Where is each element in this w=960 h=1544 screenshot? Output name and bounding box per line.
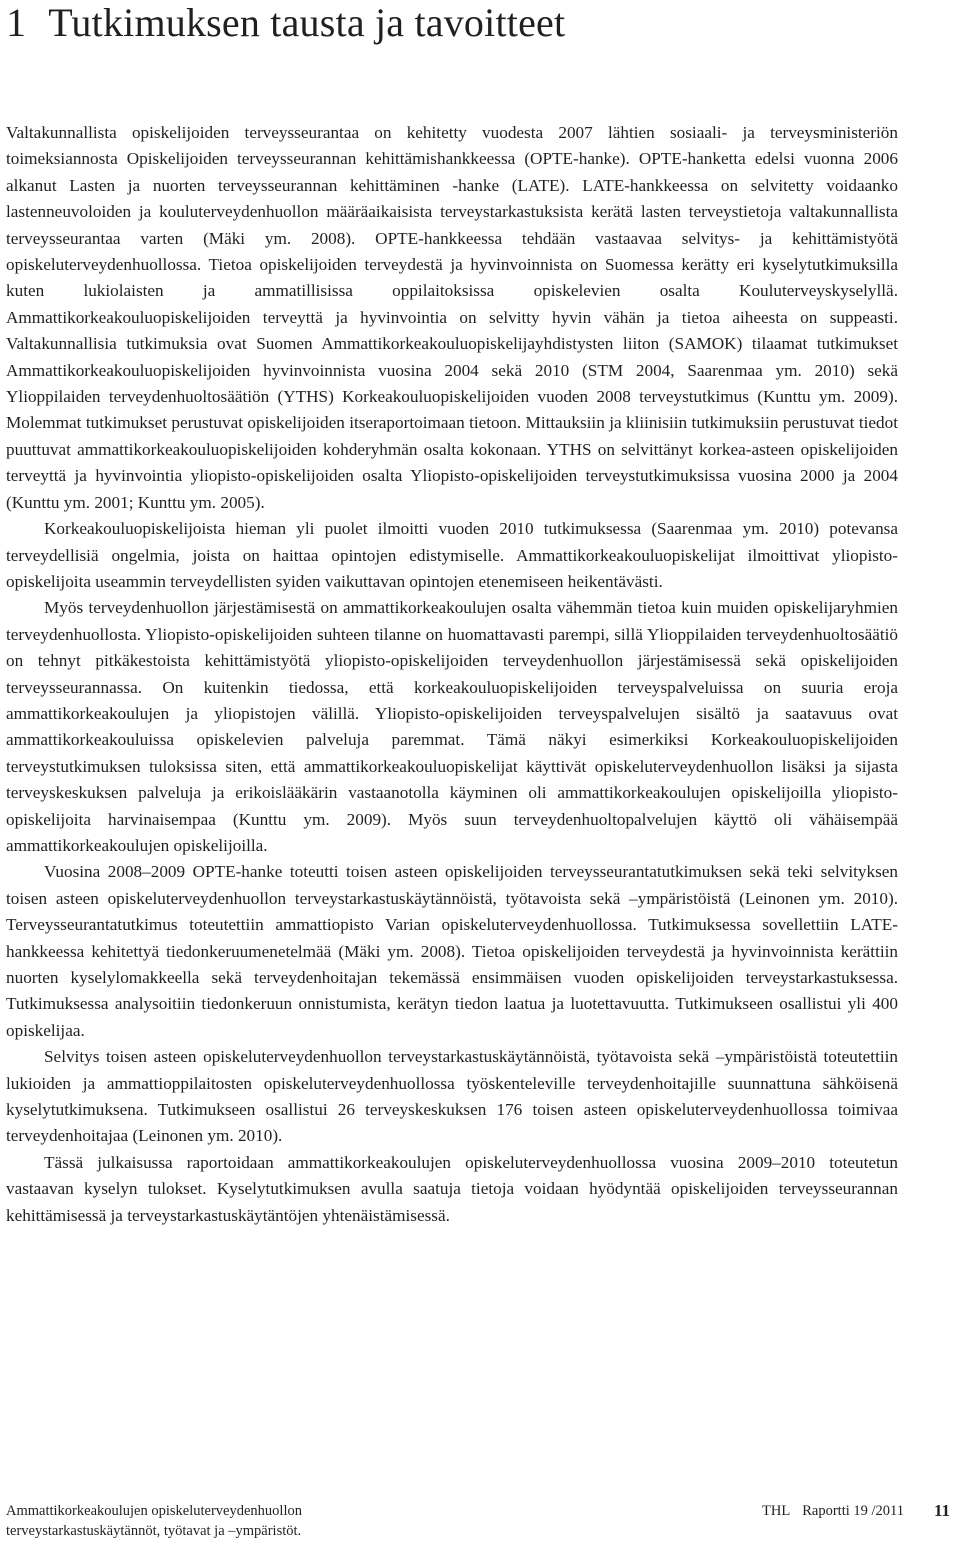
page-number: 11 (933, 1501, 950, 1520)
body-text (6, 120, 898, 1229)
footer-title-line: terveystarkastuskäytännöt, työtavat ja –ympäristöt. (6, 1523, 302, 1539)
paragraph: Valtakunnallista opiskelijoiden terveysseurantaa on kehitetty vuodesta 2007 lähtien sosiaali- ja terveysministeriön toimeksiannosta Opiskelijoiden terveysseurannan kehittämishankkeessa (OPTE-hanke). OPTE-hanketta edelsi vuonna 2006 alkanut Lasten ja nuorten terveysseurannan kehittäminen -hanke (LATE). LATE-hankkeessa on selvitetty voidaanko lastenneuvoloiden ja kouluterveydenhuollon määräaikaisista terveystarkastuksista kerätä lasten terveystietoja valtakunnallista terveysseurantaa varten (Mäki ym. 2008). OPTE-hankkeessa tehdään vastaavaa selvitys- ja kehittämistyötä opiskeluterveydenhuollossa. Tietoa opiskelijoiden terveydestä ja hyvinvoinnista on Suomessa kerätty eri kyselytutkimuksilla kuten lukiolaisten ja ammatillisissa oppilaitoksissa opiskelevien osalta Kouluterveyskyselyllä. Ammattikorkeakouluopiskelijoiden terveyttä ja hyvinvointia on selvitty hyvin vähän ja tietoa aiheesta on suppeasti. Valtakunnallisia tutkimuksia ovat Suomen Ammattikorkeakouluopiskelijayhdistysten liiton (SAMOK) tilaamat tutkimukset Ammattikorkeakouluopiskelijoiden hyvinvoinnista vuosina 2004 sekä 2010 (STM 2004, Saarenmaa ym. 2010) sekä Ylioppilaiden terveydenhuoltosäätiön (YTHS) Korkeakouluopiskelijoiden vuoden 2008 terveystutkimus (Kunttu ym. 2009). Molemmat tutkimukset perustuvat opiskelijoiden itseraportoimaan tietoon. Mittauksiin ja kliinisiin tutkimuksiin perustuvat tiedot puuttuvat ammattikorkeakouluopiskelijoiden kohderyhmän osalta kokonaan. YTHS on selvittänyt korkea-asteen opiskelijoiden terveyttä ja hyvinvointia yliopisto-opiskelijoiden osalta Yliopisto-opiskelijoiden terveystutkimuksissa vuosina 2000 ja 2004 (Kunttu ym. 2001; Kunttu ym. 2005). (6, 123, 898, 512)
footer-publisher: THL (762, 1503, 791, 1519)
paragraph: Vuosina 2008–2009 OPTE-hanke toteutti toisen asteen opiskelijoiden terveysseurantatutkimuksen sekä teki selvityksen toisen asteen opiskeluterveydenhuollon terveystarkastuskäytännöistä, työtavoista sekä –ympäristöistä (Leinonen ym. 2010). Terveysseurantatutkimus toteutettiin ammattiopisto Varian opiskeluterveydenhuollossa. Tutkimuksessa sovellettiin LATE-hankkeessa kehitettyä tiedonkeruumenetelmää (Mäki ym. 2008). Tietoa opiskelijoiden terveydestä ja hyvinvoinnista kerättiin nuorten kyselylomakkeella sekä terveydenhoitajan tekemässä ensimmäisen vuoden opiskelijoiden terveystarkastuksessa. Tutkimuksessa analysoitiin tiedonkeruun onnistumista, kerätyn tiedon laatua ja luotettavuutta. Tutkimukseen osallistui yli 400 opiskelijaa. (6, 862, 898, 1040)
chapter-number: 1 (6, 0, 27, 45)
chapter-title: Tutkimuksen tausta ja tavoitteet (48, 0, 566, 45)
chapter-heading (6, 0, 565, 46)
paragraph: Korkeakouluopiskelijoista hieman yli puolet ilmoitti vuoden 2010 tutkimuksessa (Saarenmaa ym. 2010) potevansa terveydellisiä ongelmia, joista on haittaa opintojen edistymiselle. Ammattikorkeakouluopiskelijat ilmoittivat yliopisto-opiskelijoita useammin terveydellisten syiden vaikuttavan opintojen etenemiseen heikentävästi. (6, 519, 898, 591)
paragraph: Tässä julkaisussa raportoidaan ammattikorkeakoulujen opiskeluterveydenhuollossa vuosina 2009–2010 toteutetun vastaavan kyselyn tulokset. Kyselytutkimuksen avulla saatuja tietoja voidaan hyödyntää opiskelijoiden terveysseurannan kehittämisessä ja terveystarkastuskäytäntöjen yhtenäistämisessä. (6, 1152, 898, 1225)
paragraph: Selvitys toisen asteen opiskeluterveydenhuollon terveystarkastuskäytännöistä, työtavoista sekä –ympäristöistä toteutettiin lukioiden ja ammattioppilaitosten opiskeluterveydenhuollossa työskenteleville terveydenhoitajille suunnattuna sähköisenä kyselytutkimuksena. Tutkimukseen osallistui 26 terveyskeskuksen 176 toisen asteen opiskeluterveydenhuollossa toimivaa terveydenhoitajaa (Leinonen ym. 2010). (6, 1047, 898, 1146)
page-footer (6, 1501, 950, 1541)
paragraph: Myös terveydenhuollon järjestämisestä on ammattikorkeakoulujen osalta vähemmän tietoa kuin muiden opiskelijaryhmien terveydenhuollosta. Yliopisto-opiskelijoiden suhteen tilanne on huomattavasti parempi, sillä Ylioppilaiden terveydenhuoltosäätiö on tehnyt pitkäkestoista kehittämistyötä yliopisto-opiskelijoiden terveydenhuollon järjestämisessä sekä opiskelijoiden terveysseurannassa. On kuitenkin tiedossa, että korkeakouluopiskelijoiden terveyspalveluissa on suuria eroja ammattikorkeakoulujen ja yliopistojen välillä. Yliopisto-opiskelijoiden terveyspalvelujen sisältö ja saatavuus ovat ammattikorkeakouluissa opiskelevien palveluja paremmat. Tämä näkyi esimerkiksi Korkeakouluopiskelijoiden terveystutkimuksen tuloksissa siten, että ammattikorkeakouluopiskelijat käyttivät opiskeluterveydenhuollon lisäksi ja sijasta terveyskeskuksen palveluja ja erikoislääkärin vastaanotolla käyminen oli ammattikorkeakoulujen opiskelijoilla yliopisto-opiskelijoita harvinaisempaa (Kunttu ym. 2009). Myös suun terveydenhuoltopalvelujen käyttö oli vähäisempää ammattikorkeakoulujen opiskelijoilla. (6, 598, 898, 855)
footer-publication-title (6, 1501, 302, 1541)
footer-report: Raportti 19 /2011 (802, 1503, 904, 1519)
footer-report-info (762, 1501, 904, 1521)
footer-title-line: Ammattikorkeakoulujen opiskeluterveydenhuollon (6, 1503, 302, 1519)
